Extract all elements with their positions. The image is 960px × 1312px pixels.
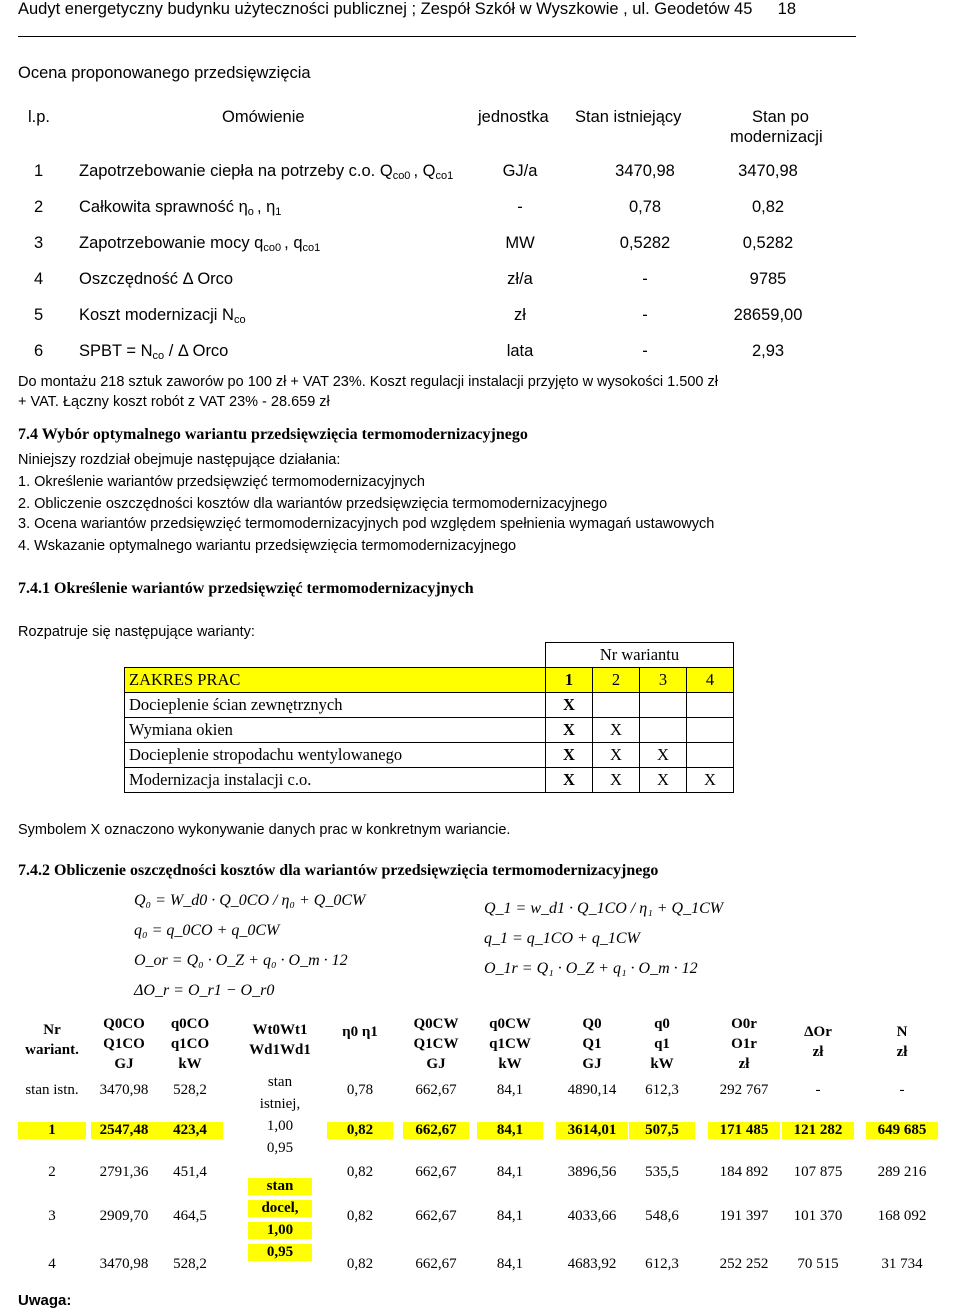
row-number: 5: [34, 306, 44, 324]
formula-o1r: O_1r = Q₁ · O_Z + q₁ · O_m · 12: [484, 960, 698, 977]
header-w: Wt0Wt1: [252, 1022, 308, 1038]
row-subscript: co: [233, 314, 246, 326]
result-or: 184 892: [719, 1164, 769, 1180]
row-description-text: Oszczędność: [79, 270, 183, 288]
row-description-text: Koszt modernizacji N: [79, 306, 234, 324]
variant-cell: 1: [546, 668, 593, 693]
formulas-variant: [484, 894, 723, 984]
header-qq0co: q0CO: [170, 1016, 210, 1032]
section-74-item-4: 4. Wskazanie optymalnego wariantu przedsięwzięcia termomodernizacyjnego: [18, 538, 517, 554]
row-after: 28659,00: [733, 306, 803, 324]
row-separator: , Q: [413, 162, 436, 180]
page-header: [18, 0, 796, 19]
result-nr: 3: [48, 1208, 56, 1224]
row-description: [79, 198, 281, 218]
row-number: 4: [34, 270, 44, 288]
row-before: -: [642, 342, 648, 360]
row-after: 2,93: [751, 342, 785, 360]
result-eta: 0,82: [327, 1122, 393, 1139]
row-after: 3470,98: [738, 162, 798, 180]
header-q0cw: Q0CW: [413, 1016, 459, 1032]
row-subscript: o: [247, 206, 257, 218]
row-unit: MW: [505, 234, 535, 252]
variant-cell: X: [593, 768, 640, 793]
section-74-item-2: 2. Obliczenie oszczędności kosztów dla wariantów przedsięwzięcia termomodernizacyjnego: [18, 496, 608, 512]
page-number: 18: [777, 0, 797, 18]
header-q0co: GJ: [114, 1056, 134, 1072]
row-subscript: co0: [392, 170, 414, 182]
variant-cell: X: [640, 768, 687, 793]
result-dor: 121 282: [782, 1122, 854, 1139]
footer-note: Uwaga:: [18, 1292, 72, 1309]
col-stan-po: Stan po: [752, 108, 809, 126]
row-description-text: Całkowita sprawność: [79, 198, 239, 216]
variant-cell: [640, 693, 687, 718]
header-or: O0r: [731, 1016, 757, 1032]
variant-cell: X: [546, 768, 593, 793]
formula-oor: O_or = Q₀ · O_Z + q₀ · O_m · 12: [134, 952, 348, 969]
result-qq: 3614,01: [556, 1122, 628, 1139]
row-before: -: [642, 270, 648, 288]
row-symbol: η: [238, 198, 248, 216]
formula-q0: Q₀ = W_d0 · Q_0CO / η₀ + Q_0CW: [134, 892, 366, 909]
formula-small-q0: q₀ = q_0CO + q_0CW: [134, 922, 280, 939]
row-before: 3470,98: [615, 162, 675, 180]
formula-small-q1: q_1 = q_1CO + q_1CW: [484, 930, 640, 947]
result-q0co: 3470,98: [99, 1082, 149, 1098]
result-w-docel: 0,95: [248, 1244, 312, 1261]
header-q0co: Q1CO: [103, 1036, 145, 1052]
row-separator: / Δ Orco: [164, 342, 229, 360]
result-n: 31 734: [881, 1256, 923, 1272]
result-nr: stan istn.: [25, 1082, 79, 1098]
variant-row-label: ZAKRES PRAC: [125, 668, 546, 693]
header-qq: Q1: [582, 1036, 602, 1052]
header-dor: zł: [812, 1044, 824, 1060]
result-w-existing: istniej,: [259, 1096, 301, 1112]
row-subscript: co1: [435, 170, 454, 182]
variant-row: [125, 768, 734, 793]
row-description-text: Zapotrzebowanie ciepła na potrzeby c.o.: [79, 162, 380, 180]
col-omowienie: Omówienie: [222, 108, 305, 126]
variant-cell: [640, 718, 687, 743]
row-before: -: [642, 306, 648, 324]
row-subscript: co: [152, 350, 165, 362]
header-nr: Nr: [43, 1022, 61, 1038]
header-qs: q1: [654, 1036, 670, 1052]
variant-row: [125, 693, 734, 718]
row-after: 0,82: [751, 198, 785, 216]
result-qs: 507,5: [629, 1122, 695, 1139]
result-or: 252 252: [719, 1256, 769, 1272]
result-or: 171 485: [708, 1122, 780, 1139]
result-qq: 3896,56: [567, 1164, 617, 1180]
result-q0co: 2909,70: [99, 1208, 149, 1224]
result-eta: 0,82: [346, 1208, 374, 1224]
result-or: 292 767: [719, 1082, 769, 1098]
result-q0cw: 662,67: [415, 1256, 457, 1272]
result-qq0cw: 84,1: [477, 1122, 543, 1139]
variant-cell: [687, 693, 734, 718]
result-n: -: [899, 1082, 905, 1098]
header-or: O1r: [731, 1036, 757, 1052]
col-modernizacji: modernizacji: [730, 128, 823, 146]
result-qs: 612,3: [645, 1082, 679, 1098]
row-symbol: q: [254, 234, 264, 252]
header-n: zł: [896, 1044, 908, 1060]
header-q0co: Q0CO: [103, 1016, 145, 1032]
header-title: Audyt energetyczny budynku użyteczności publicznej ; Zespół Szkół w Wyszkowie , ul. Geodetów 45: [18, 0, 753, 18]
row-separator: , q: [284, 234, 303, 252]
assessment-title: Ocena proponowanego przedsięwzięcia: [18, 64, 311, 82]
variant-row-label: Docieplenie ścian zewnętrznych: [125, 693, 546, 718]
header-qs: q0: [654, 1016, 670, 1032]
row-separator: , η: [256, 198, 276, 216]
result-q0cw: 662,67: [403, 1122, 469, 1139]
variant-cell: X: [546, 718, 593, 743]
result-dor: 101 370: [793, 1208, 843, 1224]
result-qs: 535,5: [645, 1164, 679, 1180]
variant-row: [125, 718, 734, 743]
variant-cell: X: [687, 768, 734, 793]
result-qq0co: 464,5: [173, 1208, 207, 1224]
variant-cell: [593, 693, 640, 718]
result-eta: 0,82: [346, 1164, 374, 1180]
section-74-title: 7.4 Wybór optymalnego wariantu przedsięwzięcia termomodernizacyjnego: [18, 426, 528, 443]
result-n: 289 216: [877, 1164, 927, 1180]
result-eta: 0,78: [346, 1082, 374, 1098]
variant-cell: X: [546, 693, 593, 718]
variant-row: [125, 668, 734, 693]
section-741-intro: Rozpatruje się następujące warianty:: [18, 624, 255, 640]
result-qq0co: 528,2: [173, 1256, 207, 1272]
result-nr: 2: [48, 1164, 56, 1180]
formula-q1: Q_1 = w_d1 · Q_1CO / η₁ + Q_1CW: [484, 900, 724, 917]
col-stan-istniejacy: Stan istniejący: [575, 108, 682, 126]
header-qs: kW: [650, 1056, 674, 1072]
row-subscript: co0: [263, 242, 285, 254]
variant-cell: [687, 718, 734, 743]
result-w-docel: stan: [248, 1178, 312, 1195]
variant-row: [125, 743, 734, 768]
header-eta: η0 η1: [342, 1024, 378, 1040]
variant-cell: 4: [687, 668, 734, 693]
result-w-docel: docel,: [248, 1200, 312, 1217]
row-description-text: Zapotrzebowanie mocy: [79, 234, 255, 252]
variant-cell: [687, 743, 734, 768]
result-w-existing: stan: [267, 1074, 293, 1090]
header-q0cw: GJ: [426, 1056, 446, 1072]
result-qq0cw: 84,1: [496, 1082, 524, 1098]
header-qq0cw: kW: [498, 1056, 522, 1072]
result-dor: 107 875: [793, 1164, 843, 1180]
row-number: 1: [34, 162, 44, 180]
header-qq0cw: q1CW: [489, 1036, 531, 1052]
row-number: 3: [34, 234, 44, 252]
variant-row-label: Wymiana okien: [125, 718, 546, 743]
row-description-text: SPBT = N: [79, 342, 153, 360]
result-eta: 0,82: [346, 1256, 374, 1272]
section-74-item-3: 3. Ocena wariantów przedsięwzięć termomodernizacyjnych pod względem spełnienia wymagań ustawowych: [18, 516, 715, 532]
result-qq0cw: 84,1: [496, 1208, 524, 1224]
row-after: 9785: [749, 270, 787, 288]
variant-cell: X: [593, 718, 640, 743]
result-q0cw: 662,67: [415, 1082, 457, 1098]
header-qq0co: kW: [178, 1056, 202, 1072]
result-qq: 4683,92: [567, 1256, 617, 1272]
result-q0co: 2791,36: [99, 1164, 149, 1180]
header-rule: [18, 36, 856, 37]
result-qq: 4890,14: [567, 1082, 617, 1098]
result-qq: 4033,66: [567, 1208, 617, 1224]
row-symbol: Q: [379, 162, 393, 180]
col-lp: l.p.: [28, 108, 51, 126]
result-q0cw: 662,67: [415, 1208, 457, 1224]
section-741-title: 7.4.1 Określenie wariantów przedsięwzięć termomodernizacyjnych: [18, 580, 474, 597]
header-qq: GJ: [582, 1056, 602, 1072]
result-dor: -: [815, 1082, 821, 1098]
header-qq0cw: q0CW: [489, 1016, 531, 1032]
result-n: 649 685: [866, 1122, 938, 1139]
row-subscript: co1: [302, 242, 321, 254]
result-w-docel: 1,00: [248, 1222, 312, 1239]
header-or: zł: [738, 1056, 750, 1072]
variant-cell: X: [546, 743, 593, 768]
result-nr: 1: [18, 1122, 86, 1139]
row-before: 0,78: [628, 198, 662, 216]
header-qq0co: q1CO: [170, 1036, 210, 1052]
variant-cell: X: [640, 743, 687, 768]
row-subscript: 1: [275, 206, 282, 218]
row-unit: lata: [506, 342, 534, 360]
header-q0cw: Q1CW: [413, 1036, 459, 1052]
row-number: 2: [34, 198, 44, 216]
row-description: [79, 342, 228, 362]
row-unit: -: [517, 198, 523, 216]
result-qq0cw: 84,1: [496, 1256, 524, 1272]
row-before: 0,5282: [619, 234, 671, 252]
variant-row-label: Modernizacja instalacji c.o.: [125, 768, 546, 793]
result-qq0cw: 84,1: [496, 1164, 524, 1180]
variants-legend: Symbolem X oznaczono wykonywanie danych prac w konkretnym wariancie.: [18, 822, 511, 838]
assessment-note-1: Do montażu 218 sztuk zaworów po 100 zł + VAT 23%. Koszt regulacji instalacji przyjęto w wysokości 1.500 zł: [18, 374, 718, 390]
variant-cell: 3: [640, 668, 687, 693]
result-w-existing: 0,95: [266, 1140, 294, 1156]
header-w: Wd1Wd1: [249, 1042, 311, 1058]
result-qs: 548,6: [645, 1208, 679, 1224]
variant-row-label: Docieplenie stropodachu wentylowanego: [125, 743, 546, 768]
result-q0cw: 662,67: [415, 1164, 457, 1180]
formula-delta-or: ΔO_r = O_r1 − O_r0: [134, 982, 275, 999]
result-qs: 612,3: [645, 1256, 679, 1272]
result-n: 168 092: [877, 1208, 927, 1224]
result-or: 191 397: [719, 1208, 769, 1224]
row-unit: zł/a: [507, 270, 533, 288]
section-74-item-1: 1. Określenie wariantów przedsięwzięć termomodernizacyjnych: [18, 474, 425, 490]
section-742-title: 7.4.2 Obliczenie oszczędności kosztów dla wariantów przedsięwzięcia termomodernizacyjnego: [18, 862, 659, 879]
row-symbol: Δ Orco: [182, 270, 234, 288]
row-description: [79, 162, 453, 182]
section-74-intro: Niniejszy rozdział obejmuje następujące działania:: [18, 452, 341, 468]
row-description: [79, 234, 320, 254]
result-q0co: 3470,98: [99, 1256, 149, 1272]
row-after: 0,5282: [742, 234, 794, 252]
result-qq0co: 528,2: [173, 1082, 207, 1098]
row-description: [79, 270, 233, 289]
variants-table: [124, 642, 734, 793]
assessment-note-2: + VAT. Łączny koszt robót z VAT 23% - 28.659 zł: [18, 394, 330, 410]
result-qq0co: 423,4: [157, 1122, 223, 1139]
result-dor: 70 515: [797, 1256, 839, 1272]
result-q0co: 2547,48: [91, 1122, 157, 1139]
variant-cell: X: [593, 743, 640, 768]
row-unit: zł: [514, 306, 526, 324]
col-jednostka: jednostka: [478, 108, 549, 126]
nr-wariantu-header: Nr wariantu: [546, 643, 734, 668]
variant-cell: 2: [593, 668, 640, 693]
result-w-existing: 1,00: [266, 1118, 294, 1134]
row-description: [79, 306, 246, 326]
formulas-existing: [134, 886, 365, 1006]
header-dor: ΔOr: [804, 1024, 832, 1040]
row-unit: GJ/a: [502, 162, 538, 180]
header-qq: Q0: [582, 1016, 602, 1032]
header-nr: wariant.: [25, 1042, 79, 1058]
row-number: 6: [34, 342, 44, 360]
header-n: N: [896, 1024, 908, 1040]
result-nr: 4: [48, 1256, 56, 1272]
result-qq0co: 451,4: [173, 1164, 207, 1180]
